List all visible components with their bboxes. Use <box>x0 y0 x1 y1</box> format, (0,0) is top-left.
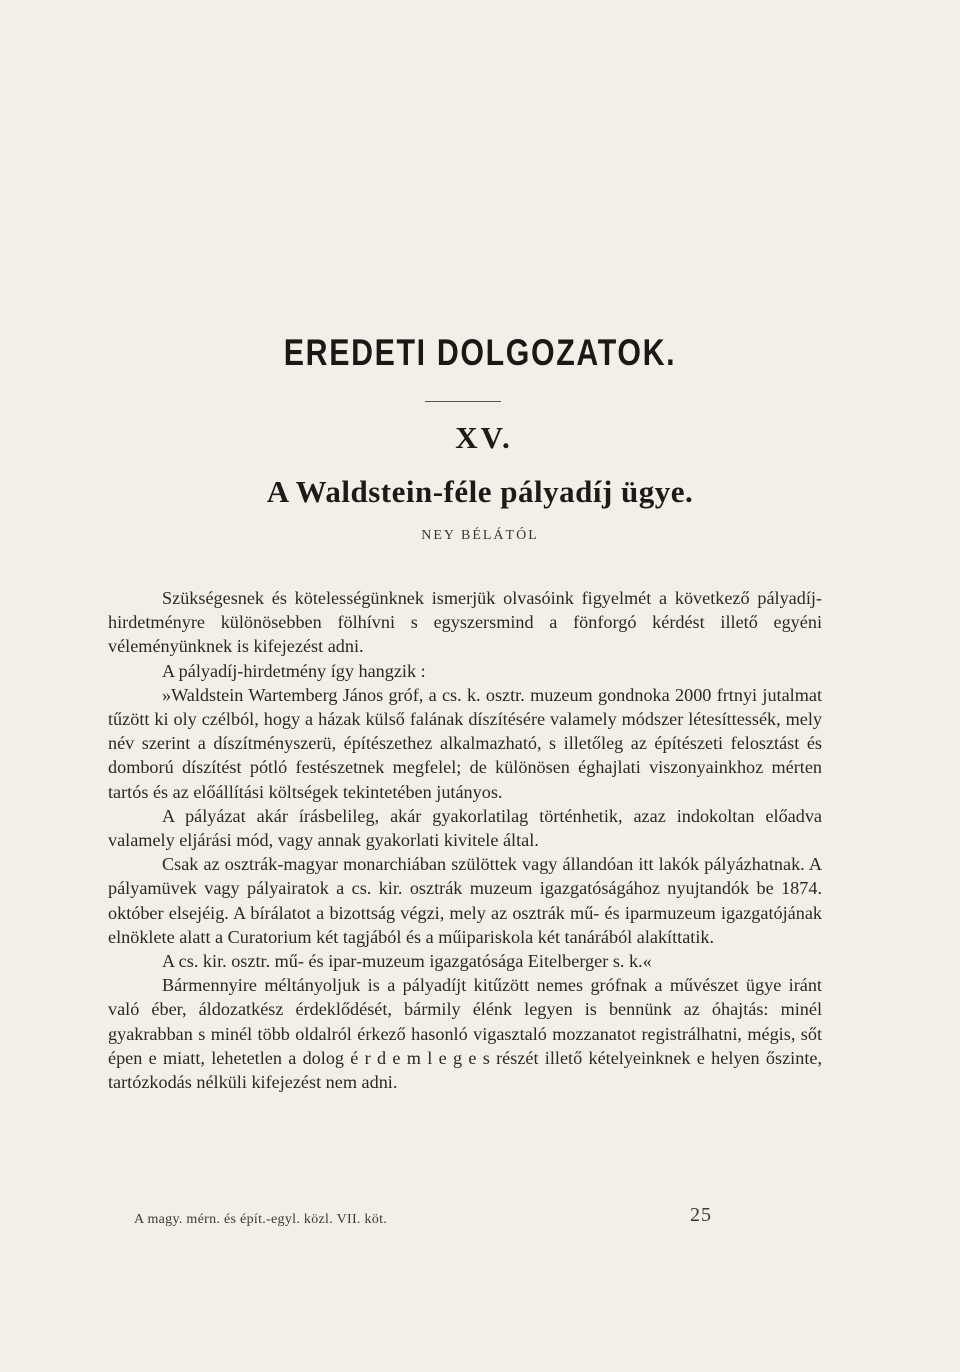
section-header: EREDETI DOLGOZATOK. <box>283 332 677 373</box>
paragraph-signature: A cs. kir. osztr. mű- és ipar-muzeum igazgatósága Eitelberger s. k.« <box>162 951 652 972</box>
journal-footer: A magy. mérn. és épít.-egyl. közl. VII. köt. <box>134 1212 388 1227</box>
article-title: A Waldstein-féle pályadíj ügye. <box>266 474 694 509</box>
paragraph-announcement-lead: A pályadíj-hirdetmény így hangzik : <box>162 660 426 681</box>
divider-rule <box>425 401 501 402</box>
author-byline: NEY BÉLÁTÓL <box>421 528 539 543</box>
paragraph-quote-3: Csak az osztrák-magyar monarchiában szülöttek vagy állandóan itt lakók pályázhatnak. A pályamüvek vagy pályairatok a cs. kir. osztrák muzeum igazgatóságához nyujtandók be 1874. október elsejéig. A bírálatot a bizottság végzi, mely az osztrák mű- és iparmuzeum igazgatójának elnöklete alatt a Curatorium két tagjából és a műipariskola két tanárából alakíttatik. <box>108 854 822 947</box>
article-body <box>108 586 822 1094</box>
paragraph-commentary: Bármennyire méltányoljuk is a pályadíjt kitűzött nemes grófnak a művészet ügye iránt való éber, áldozatkész érdeklődését, bármily élénk legyen is bennünk az óhajtás: minél gyakrabban s minél több oldalról érkező hasonló vigasztaló mozzanatot registrálhatni, mégis, sőt épen e miatt, lehetetlen a dolog é r d e m l e g e s részét illető kételyeinknek e helyen őszinte, tartózkodás nélküli kifejezést nem adni. <box>108 975 822 1093</box>
section-numeral: XV. <box>455 420 513 455</box>
paragraph-quote-2: A pályázat akár írásbelileg, akár gyakorlatilag történhetik, azaz indokoltan előadva valamely eljárási mód, vagy annak gyakorlati kivitele által. <box>108 805 822 851</box>
page-number: 25 <box>690 1204 712 1226</box>
paragraph-quote-1: »Waldstein Wartemberg János gróf, a cs. k. osztr. muzeum gondnoka 2000 frtnyi jutalmat tűzött ki oly czélból, hogy a házak külső falának díszítésére valamely módszer létesíttessék, mely név szerint a díszítményszerü, építészethez alkalmazható, s illetőleg az építészeti felosztást és domború díszítést pótló festészetnek megfelel; de különösen éghajlati viszonyainkhoz mérten tartós és az előállítási költségek tekintetében jutányos. <box>108 684 822 802</box>
paragraph-intro: Szükségesnek és kötelességünknek ismerjük olvasóink figyelmét a következő pályadíj-hirdetményre különösebben fölhívni s egyszersmind a fönforgó kérdést illető egyéni véleményünknek is kifejezést adni. <box>108 588 822 657</box>
